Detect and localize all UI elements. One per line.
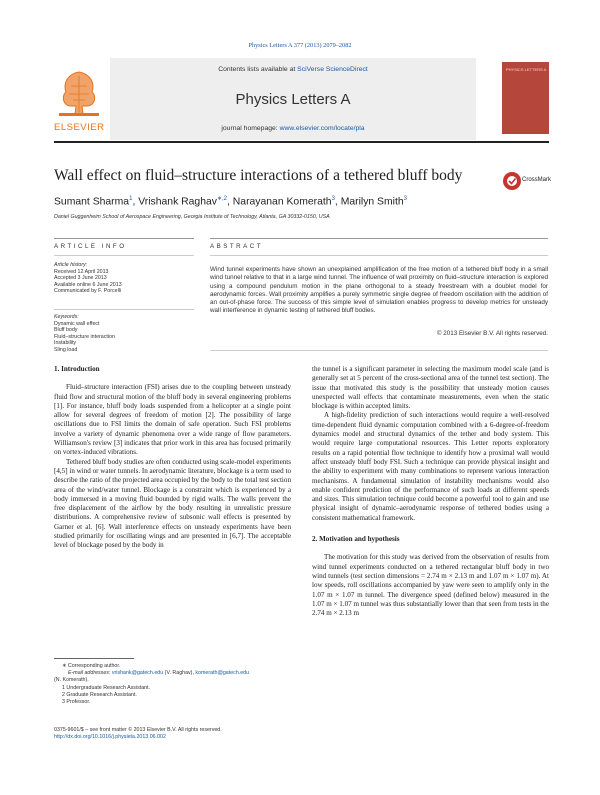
author-name: Vrishank Raghav bbox=[138, 196, 217, 208]
history-item: Communicated by F. Porcelli bbox=[54, 288, 122, 294]
keyword-item: Dynamic wall effect bbox=[54, 320, 100, 327]
masthead bbox=[54, 58, 549, 140]
author-sup[interactable]: 3 bbox=[403, 196, 407, 202]
footnote-item: 3 Professor. bbox=[62, 699, 91, 706]
author-list: Sumant Sharma$^1$, Vrishank Raghav$^{∗,2}$, Narayanan Komerath$^3$, Marilyn Smith$^3$ bbox=[54, 196, 407, 208]
emails-label: E-mail addresses: bbox=[68, 670, 112, 677]
email-link[interactable]: komerath@gatech.edu bbox=[195, 670, 250, 677]
cover-title: PHYSICS LETTERS A bbox=[506, 67, 547, 72]
homepage-line bbox=[110, 125, 476, 132]
abstract-rule-3 bbox=[210, 350, 548, 351]
elsevier-logo[interactable] bbox=[54, 66, 104, 132]
body-paragraph: Tethered bluff body studies are often conducted using scale-model experiments [4,5] in wind or water tunnels. In aerodynamic literature, blockage is a term used to describe the ratio of the projected area occupied by the body to the total test section area of the wind/water tunnel. Blockage is a constraint which is experienced by a body immersed in a moving fluid bounded by rigid walls. The walls prevent the free displacement of the airflow by the body resulting in unrealistic pressure distributions. A comprehensive review of subsonic wall effects is presented by Garner et al. [6]. Wall interference effects on unsteady experiments have been studied primarily for oscillating wings and are presented in [6,7]. The acceptable level of blockage posed by the body in bbox=[54, 457, 291, 550]
contents-prefix: Contents lists available at bbox=[218, 66, 298, 73]
keyword-item: Sling load bbox=[54, 346, 78, 353]
journal-name: Physics Letters A bbox=[235, 91, 351, 108]
journal-banner bbox=[110, 58, 476, 140]
footnote-item: 2 Graduate Research Assistant. bbox=[62, 691, 137, 698]
abstract-text: Wind tunnel experiments have shown an unexplained amplification of the free motion of a tethered bluff body in a small wind tunnel relative to that in a large wind tunnel. The influence of wall proximity on fluid–structure interaction is explored using a compound pendulum motion in the plane orthogonal to a steady freestream with a doublet model for aerodynamic forces. Wall proximity amplifies a purely symmetric single degree of freedom oscillation with the addition of an out-of-phase force. The success of this simple level of simulation enables progress to develop metrics for unsteady wall interference in dynamic testing of tethered bluff bodies. bbox=[210, 266, 548, 315]
body-paragraph: A high-fidelity prediction of such interactions would require a well-resolved time-dependent fluid dynamic computation combined with a 6-degree-of-freedom dynamics model and structural dynamics of the tether and body system. This would require large computational resources. This Letter reports exploratory results on a rapid potential flow technique to identify how a proximal wall would affect unsteady bluff body FSI. Such a technique can provide physical insight and the ability to experiment with many combinations to represent various interaction mechanisms. A fundamental simulation of instability mechanisms would also enable confident prediction of the performance of such loads at different speeds and sizes. This simulation technique could become a powerful tool to gain and use physical insight of dynamic–aerodynamic response of tethered bodies using a consistent mathematical framework. bbox=[312, 411, 549, 522]
contents-line bbox=[110, 66, 476, 73]
info-rule bbox=[54, 238, 194, 239]
corresponding-note: ∗ Corresponding author. bbox=[62, 663, 121, 669]
author-name: Marilyn Smith bbox=[340, 196, 404, 208]
journal-cover bbox=[502, 62, 549, 134]
keywords-label: Keywords: bbox=[54, 314, 79, 320]
author-sup[interactable]: 1 bbox=[129, 196, 133, 202]
article-info-heading: ARTICLE INFO bbox=[54, 243, 127, 250]
author-sup[interactable]: ∗,2 bbox=[216, 196, 227, 202]
article-title: Wall effect on fluid–structure interactions of a tethered bluff body bbox=[54, 167, 463, 184]
issn-line: 0375-9601/$ – see front matter © 2013 Elsevier B.V. All rights reserved. bbox=[54, 727, 222, 733]
email-owner: (V. Raghav), bbox=[163, 670, 196, 677]
history-item: Available online 6 June 2013 bbox=[54, 281, 122, 288]
crossmark-icon bbox=[503, 172, 521, 190]
sciencedirect-link[interactable]: SciVerse ScienceDirect bbox=[297, 66, 368, 73]
footnote-item: 1 Undergraduate Research Assistant. bbox=[62, 684, 151, 691]
keyword-item: Instability bbox=[54, 340, 77, 346]
email-owner-2: (N. Komerath). bbox=[54, 677, 89, 684]
email-link[interactable]: vrishank@gatech.edu bbox=[111, 670, 164, 677]
email-line bbox=[54, 670, 291, 677]
bottom-meta bbox=[54, 727, 354, 741]
section-1-heading: 1. Introduction bbox=[54, 365, 100, 373]
elsevier-wordmark: ELSEVIER bbox=[54, 122, 105, 133]
abstract-copyright: © 2013 Elsevier B.V. All rights reserved. bbox=[436, 330, 548, 337]
history-item: Received 12 April 2013 bbox=[54, 268, 109, 275]
abstract-rule bbox=[210, 238, 548, 239]
keyword-item: Bluff body bbox=[54, 327, 78, 333]
keyword-item: Fluid–structure interaction bbox=[54, 333, 115, 340]
footnote-rule bbox=[54, 658, 134, 659]
body-paragraph: the tunnel is a significant parameter in selecting the maximum model scale (and is generally set at 5 percent of the cross-sectional area of the tunnel test section). The issue that motivated this study is the possibility that unsteady motion causes unexpected wall effects that contaminate measurements, even when the static blockage is within accepted limits. bbox=[312, 365, 549, 411]
history-item: Accepted 3 June 2013 bbox=[54, 275, 107, 281]
crossmark-label: CrossMark bbox=[522, 177, 552, 183]
masthead-rule bbox=[54, 141, 549, 143]
crossmark-badge[interactable] bbox=[503, 170, 552, 198]
homepage-link[interactable]: www.elsevier.com/locate/pla bbox=[279, 125, 365, 132]
article-history bbox=[54, 262, 194, 295]
body-paragraph: The motivation for this study was derived from the observation of results from wind tunnel experiments conducted on a tethered rectangular bluff body in two wind tunnels (test section dimensions = 2.74 m × 2.13 m and 1.07 m × 1.07 m). At low speeds, roll oscillations accompanied by yaw were seen to amplify only in the 1.07 m × 1.07 m tunnel. The divergence speed (defined below) measured in the 1.07 m × 1.07 m tunnel was thus substantially lower than that seen from tests in the 2.74 m × 2.13 m bbox=[312, 553, 549, 618]
left-column bbox=[54, 365, 291, 551]
abstract-heading: ABSTRACT bbox=[210, 243, 264, 250]
history-label: Article history: bbox=[54, 262, 88, 268]
right-column bbox=[312, 365, 549, 618]
author-sup[interactable]: 3 bbox=[331, 196, 335, 202]
body-paragraph: Fluid–structure interaction (FSI) arises due to the coupling between unsteady fluid flow and structural motion of the bluff body in several engineering problems [1]. For instance, bluff body loads suspended from a helicopter at a single point allow for several degrees of freedom of motion [2]. The possibility of large oscillations due to FSI limits the domain of safe operation. Such FSI problems involve a variety of dynamic phenomena over a wide range of flow parameters. Williamson's review [3] indicates that prior work in this area has focused primarily on vortex-induced vibrations. bbox=[54, 383, 291, 457]
homepage-prefix: journal homepage: bbox=[221, 125, 280, 132]
doi-link[interactable]: http://dx.doi.org/10.1016/j.physleta.2013.06.002 bbox=[54, 734, 166, 741]
abstract-rule-2 bbox=[210, 255, 548, 256]
info-rule-2 bbox=[54, 255, 194, 256]
keywords bbox=[54, 314, 194, 353]
author-name: Sumant Sharma bbox=[54, 196, 130, 208]
elsevier-tree-icon bbox=[57, 66, 101, 118]
affiliation: Daniel Guggenheim School of Aerospace Engineering, Georgia Institute of Technology, Atlanta, GA 30332-0150, USA bbox=[54, 214, 330, 220]
running-head[interactable]: Physics Letters A 377 (2013) 2079–2082 bbox=[248, 42, 352, 49]
info-rule-3 bbox=[54, 309, 194, 310]
section-2-heading: 2. Motivation and hypothesis bbox=[312, 535, 400, 544]
footnotes bbox=[54, 663, 291, 706]
author-name: Narayanan Komerath bbox=[232, 196, 332, 208]
